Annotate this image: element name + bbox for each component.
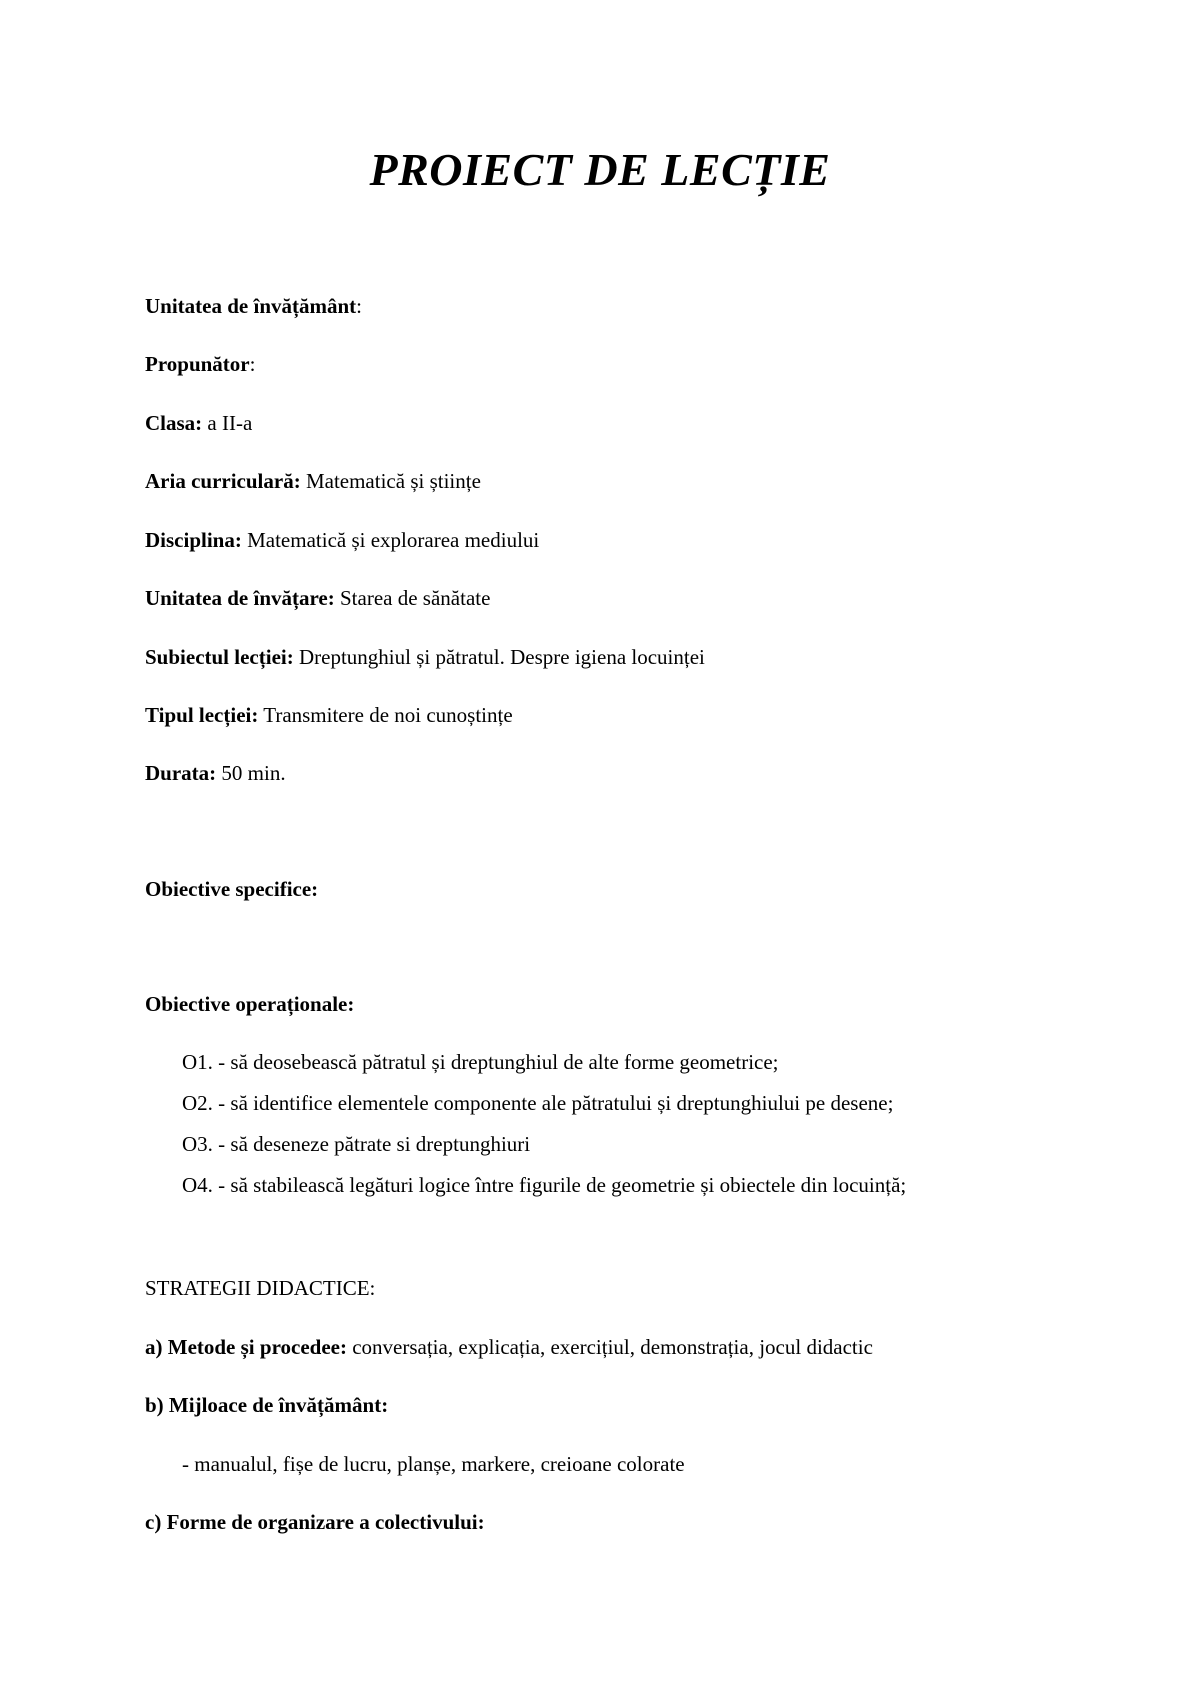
field-subiectul-lectiei bbox=[145, 643, 705, 671]
field-value: Matematică și explorarea mediului bbox=[241, 528, 540, 552]
field-separator: : bbox=[249, 352, 256, 376]
field-tipul-lectiei bbox=[145, 701, 513, 729]
field-clasa bbox=[145, 409, 252, 437]
field-label: Disciplina: bbox=[145, 528, 242, 552]
field-disciplina bbox=[145, 526, 539, 554]
objective-o1: O1. - să deosebească pătratul și dreptunghiul de alte forme geometrice; bbox=[182, 1050, 779, 1074]
strategies-heading: STRATEGII DIDACTICE: bbox=[145, 1276, 376, 1300]
field-label: Subiectul lecției: bbox=[145, 645, 294, 669]
field-propunator bbox=[145, 350, 255, 378]
field-value: Matematică și științe bbox=[300, 469, 481, 493]
objective-o3: O3. - să deseneze pătrate si dreptunghiuri bbox=[182, 1132, 531, 1156]
field-value: Starea de sănătate bbox=[334, 586, 491, 610]
field-separator: : bbox=[356, 294, 363, 318]
field-value: Transmitere de noi cunoștințe bbox=[258, 703, 513, 727]
field-value: Dreptunghiul și pătratul. Despre igiena locuinței bbox=[293, 645, 705, 669]
field-aria-curriculara bbox=[145, 467, 481, 495]
field-label: Tipul lecției: bbox=[145, 703, 259, 727]
means-label: b) Mijloace de învățământ: bbox=[145, 1393, 389, 1417]
methods-label: a) Metode și procedee: bbox=[145, 1335, 347, 1359]
organization-label: c) Forme de organizare a colectivului: bbox=[145, 1510, 485, 1534]
means-value: - manualul, fișe de lucru, planșe, markere, creioane colorate bbox=[182, 1452, 685, 1476]
field-value: a II-a bbox=[202, 411, 253, 435]
objectives-operational-heading: Obiective operaționale: bbox=[145, 992, 355, 1016]
field-label: Clasa: bbox=[145, 411, 203, 435]
field-label: Durata: bbox=[145, 761, 217, 785]
objective-o2: O2. - să identifice elementele componente ale pătratului și dreptunghiului pe desene; bbox=[182, 1091, 894, 1115]
document-title: PROIECT DE LECȚIE bbox=[369, 144, 831, 195]
field-label: Aria curriculară: bbox=[145, 469, 301, 493]
field-durata bbox=[145, 759, 286, 787]
field-value: 50 min. bbox=[216, 761, 286, 785]
field-unitatea-de-invatare bbox=[145, 584, 490, 612]
methods-value: conversația, explicația, exercițiul, demonstrația, jocul didactic bbox=[346, 1335, 873, 1359]
field-unitatea-de-invatamant bbox=[145, 292, 362, 320]
field-label: Unitatea de învățare: bbox=[145, 586, 335, 610]
methods-line bbox=[145, 1333, 873, 1361]
field-label: Unitatea de învățământ bbox=[145, 294, 357, 318]
objectives-specific-heading: Obiective specifice: bbox=[145, 877, 319, 901]
objective-o4: O4. - să stabilească legături logice între figurile de geometrie și obiectele din locuință; bbox=[182, 1173, 907, 1197]
field-label: Propunător bbox=[145, 352, 250, 376]
